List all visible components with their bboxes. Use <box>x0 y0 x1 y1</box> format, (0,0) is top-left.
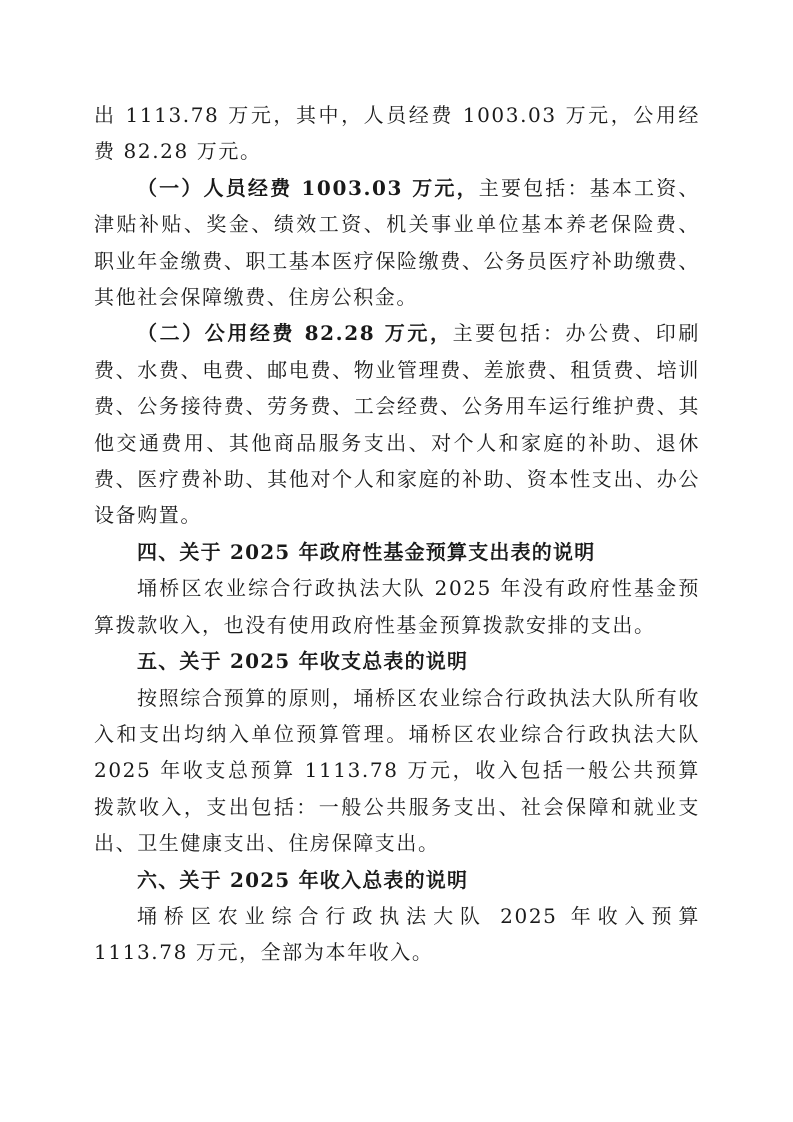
public-expenses-lead: （二）公用经费 82.28 万元， <box>137 321 453 346</box>
heading-section-5: 五、关于 2025 年收支总表的说明 <box>137 649 469 674</box>
public-expenses-body: 主要包括：办公费、印刷费、水费、电费、邮电费、物业管理费、差旅费、租赁费、培训费、公务接待费、劳务费、工会经费、公务用车运行维护费、其他交通费用、其他商品服务支出、对个人和家庭的补助、退休费、医疗费补助、其他对个人和家庭的补助、资本性支出、办公设备购置。 <box>94 321 700 528</box>
paragraph-section-6: 埇桥区农业综合行政执法大队 2025 年收入预算 1113.78 万元，全部为本年收入。 <box>94 903 700 965</box>
heading-section-4: 四、关于 2025 年政府性基金预算支出表的说明 <box>137 539 596 564</box>
personnel-expenses-lead: （一）人员经费 1003.03 万元， <box>137 175 479 200</box>
document-page <box>94 97 700 971</box>
paragraph-section-5: 按照综合预算的原则，埇桥区农业综合行政执法大队所有收入和支出均纳入单位预算管理。埇桥区农业综合行政执法大队 2025 年收支总预算 1113.78 万元，收入包括一般公共预算拨款收入，支出包括：一般公共服务支出、社会保障和就业支出、卫生健康支出、住房保障支出。 <box>94 685 700 856</box>
paragraph-section-4: 埇桥区农业综合行政执法大队 2025 年没有政府性基金预算拨款收入，也没有使用政府性基金预算拨款安排的支出。 <box>94 576 700 637</box>
paragraph-personnel-expenses <box>94 170 700 316</box>
paragraph-expense-summary: 出 1113.78 万元，其中，人员经费 1003.03 万元，公用经费 82.28 万元。 <box>94 103 700 164</box>
paragraph-public-expenses <box>94 315 700 533</box>
personnel-expenses-body: 主要包括：基本工资、津贴补贴、奖金、绩效工资、机关事业单位基本养老保险费、 职业年金缴费、职工基本医疗保险缴费、公务员医疗补助缴费、 其他社会保障缴费、住房公积金。 <box>94 175 700 310</box>
heading-section-6: 六、关于 2025 年收入总表的说明 <box>137 867 469 892</box>
